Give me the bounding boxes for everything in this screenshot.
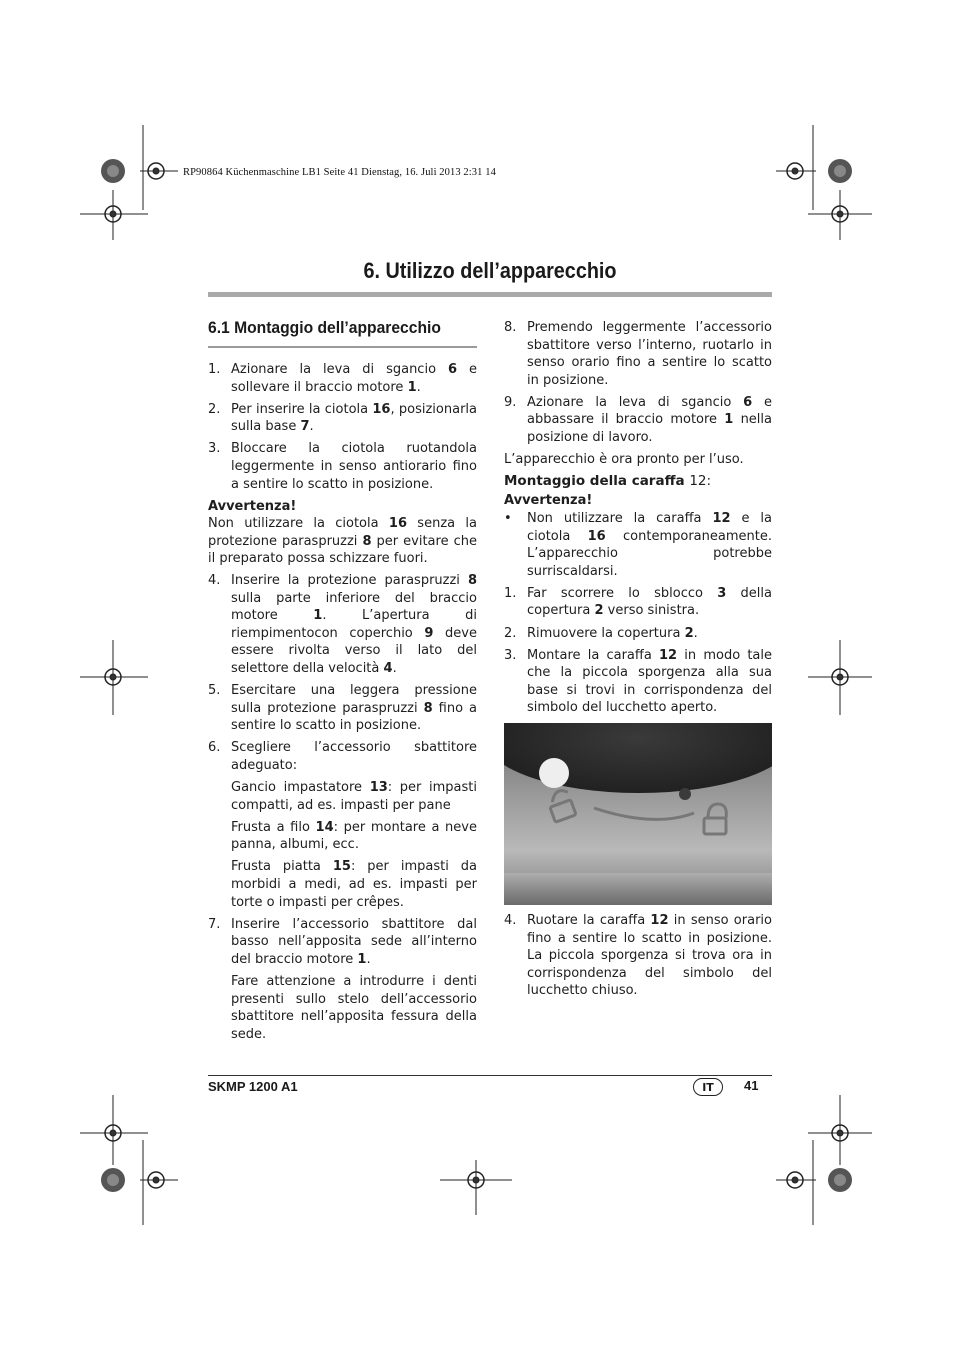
item-note: Fare attenzione a introdurre i denti presenti sullo stelo dell’accessorio sbattitore nell’apposita fessura della sede.	[231, 974, 477, 1042]
list-item	[208, 682, 477, 735]
list-item	[504, 625, 772, 643]
item-text: Inserire la protezione paraspruzzi 8 sulla parte inferiore del braccio motore 1. L’apertura di riempimentocon coperchio 9 deve essere rivolta verso il lato del selettore della velocità 4.	[231, 573, 478, 676]
item-text: Per inserire la ciotola 16, posizionarla sulla base 7.	[231, 401, 478, 435]
item-text: Esercitare una leggera pressione sulla protezione paraspruzzi 8 fino a sentire lo scatto in posizione.	[231, 683, 477, 734]
item-number: 3.	[504, 647, 517, 663]
item-text: Ruotare la caraffa 12 in senso orario fino a sentire lo scatto in posizione. La piccola sporgenza si trova ora in corrispondenza del simbolo del lucchetto chiuso.	[527, 912, 772, 999]
left-column	[208, 361, 477, 1048]
section-rule	[208, 346, 477, 348]
item-number: 4.	[504, 912, 517, 928]
page-number: 41	[744, 1078, 759, 1093]
item-number: 3.	[208, 441, 221, 457]
item-number: 8.	[504, 320, 517, 335]
item-text: Premendo leggermente l’accessorio sbattitore verso l’interno, ruotarlo in senso orario fino a sentire lo scatto in posizione.	[527, 320, 772, 388]
bullet-item	[504, 510, 772, 580]
item-number: 6.	[208, 740, 221, 756]
page-title: 6. Utilizzo dell’apparecchio	[363, 258, 617, 283]
list-item	[208, 440, 477, 493]
bullet-icon: •	[504, 510, 512, 526]
ready-text: L’apparecchio è ora pronto per l’uso.	[504, 452, 744, 468]
item-text: Scegliere l’accessorio sbattitore adeguato:	[231, 740, 477, 773]
carafe-lock-photo	[504, 723, 772, 905]
title-rule	[208, 292, 772, 297]
tool-description: Gancio impastatore 13: per impasti compatti, ad es. impasti per pane	[231, 780, 477, 813]
list-item	[208, 916, 477, 969]
item-number: 5.	[208, 683, 221, 699]
list-item	[504, 585, 772, 620]
carafe-heading: Montaggio della caraffa 12:	[504, 472, 712, 489]
item-number: 2.	[504, 625, 517, 641]
language-badge: IT	[693, 1078, 723, 1096]
list-item	[504, 647, 772, 717]
section-heading: 6.1 Montaggio dell’apparecchio	[208, 318, 441, 337]
tool-description: Frusta piatta 15: per impasti da morbidi a medi, ad es. impasti per torte o impasti per crêpes.	[231, 859, 477, 910]
tool-description: Frusta a filo 14: per montare a neve panna, albumi, ecc.	[231, 819, 477, 853]
footer-model: SKMP 1200 A1	[208, 1079, 298, 1094]
list-item	[504, 319, 772, 389]
item-text: Rimuovere la copertura 2.	[527, 625, 698, 641]
list-item	[504, 912, 772, 1000]
list-item	[208, 572, 477, 678]
item-number: 1.	[504, 585, 517, 601]
list-item	[504, 394, 772, 447]
footer-rule	[208, 1075, 772, 1076]
warning-heading: Avvertenza!	[208, 498, 297, 514]
item-text: Azionare la leva di sgancio 6 e abbassare il braccio motore 1 nella posizione di lavoro.	[527, 394, 772, 446]
warning-heading: Avvertenza!	[504, 493, 593, 509]
item-text: Azionare la leva di sgancio 6 e sollevare il braccio motore 1.	[231, 362, 477, 395]
item-number: 7.	[208, 916, 221, 932]
item-text: Non utilizzare la caraffa 12 e la ciotola 16 contemporaneamente. L’apparecchio potrebbe surriscaldarsi.	[527, 510, 773, 579]
list-item	[208, 401, 477, 436]
item-number: 2.	[208, 401, 221, 417]
item-text: Far scorrere lo sblocco 3 della copertura 2 verso sinistra.	[527, 585, 773, 619]
item-number: 9.	[504, 394, 517, 410]
item-text: Inserire l’accessorio sbattitore dal basso nell’apposita sede all’interno del braccio motore 1.	[231, 916, 477, 967]
print-slug: RP90864 Küchenmaschine LB1 Seite 41 Dienstag, 16. Juli 2013 2:31 14	[183, 167, 496, 178]
item-text: Bloccare la ciotola ruotandola leggermente in senso antiorario fino a sentire lo scatto in posizione.	[231, 441, 477, 492]
list-item	[208, 361, 477, 396]
list-item	[208, 739, 477, 774]
warning-text: Non utilizzare la ciotola 16 senza la protezione paraspruzzi 8 per evitare che il preparato possa schizzare fuori.	[208, 516, 477, 567]
item-number: 4.	[208, 573, 221, 589]
item-text: Montare la caraffa 12 in modo tale che la piccola sporgenza alla sua base si trovi in corrispondenza del simbolo del lucchetto aperto.	[527, 647, 773, 716]
right-column	[504, 319, 772, 1004]
item-number: 1.	[208, 362, 221, 377]
